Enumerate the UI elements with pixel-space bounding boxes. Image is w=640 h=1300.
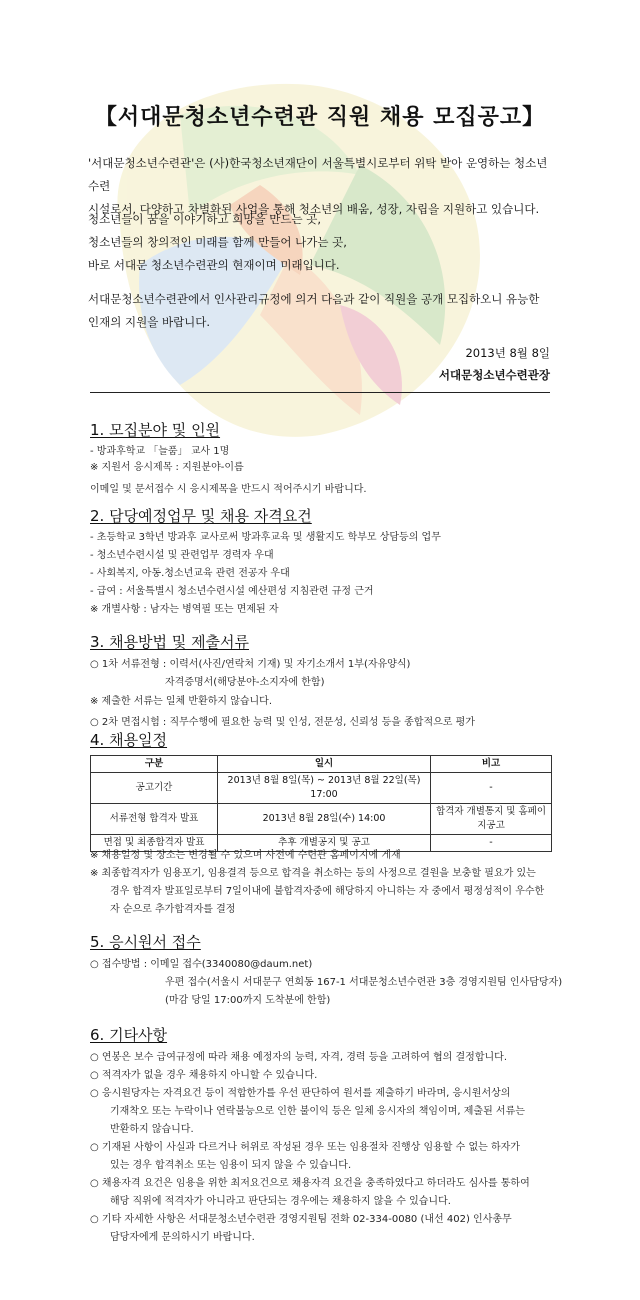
section-line: 기재착오 또는 누락이나 연락불능으로 인한 불이익 등은 일체 응시자의 책임이며, 제출된 서류는 bbox=[110, 1106, 525, 1117]
intro-line: 청소년들이 꿈을 이야기하고 희망을 만드는 곳, bbox=[88, 212, 322, 226]
table-cell: 합격자 개별통지 및 홈페이지공고 bbox=[431, 804, 552, 835]
table-cell: 2013년 8월 8일(목) ~ 2013년 8월 22일(목) 17:00 bbox=[218, 773, 431, 804]
section-line: - 사회복지, 아동.청소년교육 관련 전공자 우대 bbox=[90, 568, 290, 579]
section-line: ○ 연봉은 보수 급여규정에 따라 채용 예정자의 능력, 자격, 경력 등을 고려하여 협의 결정합니다. bbox=[90, 1052, 508, 1063]
section-heading-3: 3. 채용방법 및 제출서류 bbox=[90, 633, 250, 651]
section-heading-2: 2. 담당예정업무 및 채용 자격요건 bbox=[90, 507, 312, 525]
intro-line: '서대문청소년수련관'은 (사)한국청소년재단이 서울특별시로부터 위탁 받아 운영하는 청소년수련 bbox=[88, 156, 548, 193]
section-line: 반환하지 않습니다. bbox=[110, 1124, 194, 1135]
table-row bbox=[91, 804, 552, 835]
table-cell: 서류전형 합격자 발표 bbox=[91, 804, 218, 835]
section-line: 자격증명서(해당분야-소지자에 한함) bbox=[165, 677, 325, 688]
table-cell: - bbox=[431, 835, 552, 852]
section-line: ○ 2차 면접시험 : 직무수행에 필요한 능력 및 인성, 전문성, 신뢰성 등을 종합적으로 평가 bbox=[90, 717, 475, 728]
page-title: 【서대문청소년수련관 직원 채용 모집공고】 bbox=[94, 104, 546, 130]
table-cell: 공고기간 bbox=[91, 773, 218, 804]
table-header: 구분 bbox=[91, 756, 218, 773]
intro-line: 서대문청소년수련관에서 인사관리규정에 의거 다음과 같이 직원을 공개 모집하오니 유능한 bbox=[88, 292, 540, 306]
table-header-row bbox=[91, 756, 552, 773]
section-line: ○ 응시원당자는 자격요건 등이 적합한가를 우선 판단하여 원서를 제출하기 바라며, 응시원서상의 bbox=[90, 1088, 511, 1099]
section-line: ○ 접수방법 : 이메일 접수(3340080@daum.net) bbox=[90, 959, 313, 970]
table-header: 일시 bbox=[218, 756, 431, 773]
section-line: ○ 적격자가 없을 경우 채용하지 아니할 수 있습니다. bbox=[90, 1070, 318, 1081]
section-heading-1: 1. 모집분야 및 인원 bbox=[90, 421, 221, 439]
section-line: 우편 접수(서울시 서대문구 연희동 167-1 서대문청소년수련관 3층 경영지원팀 인사담당자) bbox=[165, 977, 563, 988]
section-line: ○ 1차 서류전형 : 이력서(사진/연락처 기재) 및 자기소개서 1부(자유양식) bbox=[90, 659, 411, 670]
section-line: - 초등학교 3학년 방과후 교사로써 방과후교육 및 생활지도 학부모 상담등의 업무 bbox=[90, 532, 441, 543]
section-line: 있는 경우 합격취소 또는 임용이 되지 않을 수 있습니다. bbox=[110, 1160, 352, 1171]
table-cell: 2013년 8월 28일(수) 14:00 bbox=[218, 804, 431, 835]
divider bbox=[90, 392, 550, 393]
section-line: ○ 기타 자세한 사항은 서대문청소년수련관 경영지원팀 전화 02-334-0080 (내선 402) 인사총무 bbox=[90, 1214, 512, 1225]
section-line: - 급여 : 서울특별시 청소년수련시설 예산편성 지침관련 규정 근거 bbox=[90, 586, 374, 597]
section-line: - 청소년수련시설 및 관련업무 경력자 우대 bbox=[90, 550, 274, 561]
table-cell: - bbox=[431, 773, 552, 804]
section-line: 경우 합격자 발표일로부터 7일이내에 불합격자중에 해당하지 아니하는 자 중에서 평정성적이 우수한 bbox=[110, 886, 545, 897]
intro-line: 바로 서대문 청소년수련관의 현재이며 미래입니다. bbox=[88, 258, 340, 272]
section-line: 이메일 및 문서접수 시 응시제목을 반드시 적어주시기 바랍니다. bbox=[90, 484, 367, 495]
section-heading-6: 6. 기타사항 bbox=[90, 1026, 168, 1044]
table-header: 비고 bbox=[431, 756, 552, 773]
section-line: ※ 제출한 서류는 일체 반환하지 않습니다. bbox=[90, 696, 273, 707]
section-line: - 방과후학교 「늘품」 교사 1명 bbox=[90, 446, 230, 457]
intro-paragraph-2 bbox=[88, 208, 558, 277]
section-line: 담당자에게 문의하시기 바랍니다. bbox=[110, 1232, 255, 1243]
section-line: ※ 지원서 응시제목 : 지원분야-이름 bbox=[90, 462, 244, 473]
section-heading-4: 4. 채용일정 bbox=[90, 731, 168, 749]
section-line: (마감 당일 17:00까지 도착분에 한함) bbox=[165, 995, 331, 1006]
schedule-table bbox=[90, 755, 552, 852]
section-line: ※ 최종합격자가 임용포기, 임용결격 등으로 합격을 취소하는 등의 사정으로 결원을 보충할 필요가 있는 bbox=[90, 868, 536, 879]
section-line: 해당 직위에 적격자가 아니라고 판단되는 경우에는 채용하지 않을 수 있습니다. bbox=[110, 1196, 451, 1207]
intro-line: 시설로서, 다양하고 차별화된 사업을 통해 청소년의 배움, 성장, 자립을 지원하고 있습니다. bbox=[88, 202, 540, 216]
table-cell: 추후 개별공지 및 공고 bbox=[218, 835, 431, 852]
intro-line: 청소년들의 창의적인 미래를 함께 만들어 나가는 곳, bbox=[88, 235, 347, 249]
section-heading-5: 5. 응시원서 접수 bbox=[90, 933, 201, 951]
announcement-date: 2013년 8월 8일 bbox=[465, 346, 550, 360]
table-row bbox=[91, 773, 552, 804]
table-cell: 면접 및 최종합격자 발표 bbox=[91, 835, 218, 852]
issuer-name: 서대문청소년수련관장 bbox=[438, 368, 550, 382]
section-line: ○ 채용자격 요건은 임용을 위한 최저요건으로 채용자격 요건을 충족하였다고 하더라도 심사를 통하여 bbox=[90, 1178, 530, 1189]
section-line: ※ 채용일정 및 장소는 변경될 수 있으며 사전에 수련관 홈페이지에 게재 bbox=[90, 850, 401, 861]
intro-paragraph-3 bbox=[88, 288, 558, 334]
section-line: 자 순으로 추가합격자를 결정 bbox=[110, 904, 236, 915]
section-line: ○ 기재된 사항이 사실과 다르거나 허위로 작성된 경우 또는 임용절차 진행상 임용할 수 없는 하자가 bbox=[90, 1142, 520, 1153]
section-line: ※ 개별사항 : 남자는 병역필 또는 면제된 자 bbox=[90, 604, 279, 615]
intro-line: 인재의 지원을 바랍니다. bbox=[88, 315, 211, 329]
